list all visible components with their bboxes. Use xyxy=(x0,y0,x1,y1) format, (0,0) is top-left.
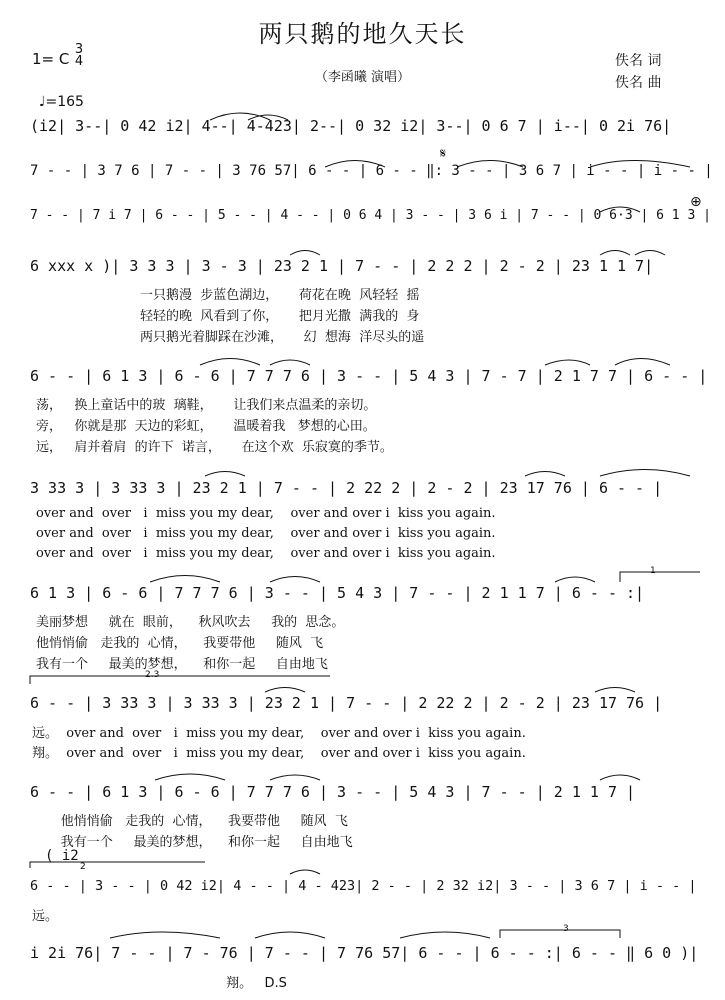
notation-row-4: 6 xxx x )| 3 3 3 | 3 - 3 | 23 2 1 | 7 - - | 2 2 2 | 2 - 2 | 23 1 1 7| xyxy=(30,257,654,275)
lyric-line: 远。 over and over i miss you my dear, over and over i kiss you again. xyxy=(32,726,526,741)
song-title: 两只鹅的地久天长 xyxy=(258,20,467,48)
lyric-line: 他悄悄偷 走我的 心情， 我要带他 随风 飞 xyxy=(36,814,348,829)
segno-icon: 𝄋 xyxy=(440,146,447,162)
notation-row-3: 7 - - | 7 i 7 | 6 - - | 5 - - | 4 - - | 0 6 4 | 3 - - | 3 6 i | 7 - - | 0 6·3 | 6 1 3 | xyxy=(30,208,711,223)
notation-row-11: i 2i 76| 7 - - | 7 - 76 | 7 - - | 7 76 57| 6 - - | 6 - - :| 6 - - ‖ 6 0 )| xyxy=(30,944,699,962)
lyric-line: 我有一个 最美的梦想， 和你一起 自由地飞 xyxy=(36,835,353,850)
lyric-line: over and over i miss you my dear, over and over i kiss you again. xyxy=(36,506,496,521)
notation-row-9: 6 - - | 6 1 3 | 6 - 6 | 7 7 7 6 | 3 - - | 5 4 3 | 7 - - | 2 1 1 7 | xyxy=(30,783,636,801)
lyric-line: over and over i miss you my dear, over and over i kiss you again. xyxy=(36,526,496,541)
quarter-note-icon: ♩ xyxy=(38,94,46,110)
volta-2-label: 2 xyxy=(80,862,86,872)
notation-row-10: 6 - - | 3 - - | 0 42 i2| 4 - - | 4 - 423| 2 - - | 2 32 i2| 3 - - | 3 6 7 | i - - | xyxy=(30,878,697,894)
lyric-line: 我有一个 最美的梦想， 和你一起 自由地飞 xyxy=(36,657,328,672)
lyric-line: 旁， 你就是那 天边的彩虹， 温暖着我 梦想的心田。 xyxy=(36,419,376,434)
lyric-line: 轻轻的晚 风看到了你， 把月光撒 满我的 身 xyxy=(140,309,420,324)
volta-1-label: 1 xyxy=(650,566,656,576)
lyric-line: 远。 xyxy=(32,909,59,924)
lyricist-credit: 佚名 词 xyxy=(615,53,662,69)
coda-icon: ⊕ xyxy=(690,194,702,210)
lyric-line: 他悄悄偷 走我的 心情， 我要带他 随风 飞 xyxy=(36,636,324,651)
notation-row-5: 6 - - | 6 1 3 | 6 - 6 | 7 7 7 6 | 3 - - | 5 4 3 | 7 - 7 | 2 1 7 7 | 6 - - | xyxy=(30,367,708,385)
notation-row-6: 3 33 3 | 3 33 3 | 23 2 1 | 7 - - | 2 22 2 | 2 - 2 | 23 17 76 | 6 - - | xyxy=(30,479,663,497)
notation-row-7: 6 1 3 | 6 - 6 | 7 7 7 6 | 3 - - | 5 4 3 | 7 - - | 2 1 1 7 | 6 - - :| xyxy=(30,584,645,602)
notation-row-8: 6 - - | 3 33 3 | 3 33 3 | 23 2 1 | 7 - - | 2 22 2 | 2 - 2 | 23 17 76 | xyxy=(30,694,663,712)
notation-row-1: (i2| 3--| 0 42 i2| 4--| 4-423| 2--| 0 32 i2| 3--| 0 6 7 | i--| 0 2i 76| xyxy=(30,117,672,135)
lyric-line: 翔。 D.S xyxy=(36,976,287,991)
lyric-line: 翔。 over and over i miss you my dear, over and over i kiss you again. xyxy=(32,746,526,761)
lyric-line: 荡， 换上童话中的玻 璃鞋， 让我们来点温柔的亲切。 xyxy=(36,398,377,413)
time-signature-bottom: 4 xyxy=(74,54,84,69)
volta-2-3-label: 2.3 xyxy=(145,670,160,680)
composer-credit: 佚名 曲 xyxy=(615,75,662,91)
time-signature-top: 3 xyxy=(74,42,84,57)
lyric-line: 美丽梦想 就在 眼前， 秋风吹去 我的 思念。 xyxy=(36,615,345,630)
lyric-line: 远， 肩并着肩 的许下 诺言， 在这个欢 乐寂寞的季节。 xyxy=(36,440,393,455)
notation-row-2: 7 - - | 3 7 6 | 7 - - | 3 76 57| 6 - - | 6 - - ‖: 3 - - | 3 6 7 | i - - | i - - | xyxy=(30,163,713,179)
lyric-line: 两只鹅光着脚踩在沙滩， 幻 想海 洋尽头的遥 xyxy=(140,330,425,345)
lyric-line: over and over i miss you my dear, over and over i kiss you again. xyxy=(36,546,496,561)
lyric-line: 一只鹅漫 步蓝色湖边， 荷花在晚 风轻轻 摇 xyxy=(140,288,420,303)
singer-credit: （李函曦 演唱） xyxy=(314,70,411,85)
volta-3-label: 3 xyxy=(563,924,569,934)
prefix-notes: ( i2 xyxy=(45,848,79,864)
tempo-value: =165 xyxy=(45,94,84,110)
key-signature: 1= C xyxy=(32,50,70,68)
